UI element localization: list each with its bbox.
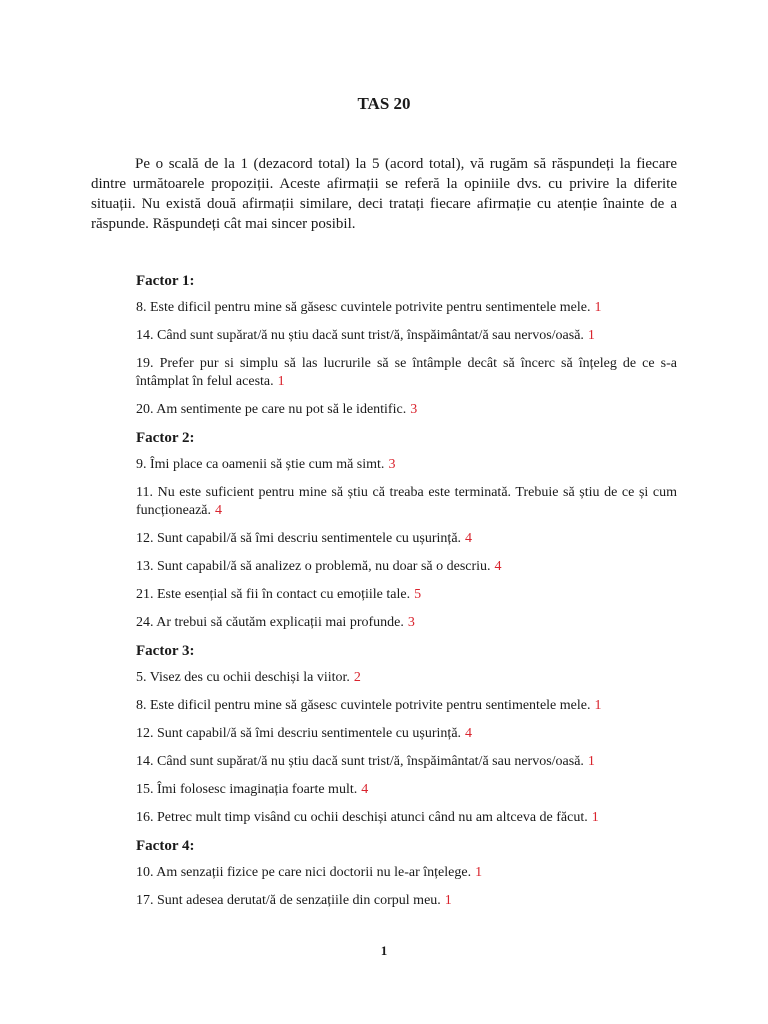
item-text: 5. Visez des cu ochii deschiși la viitor. — [136, 670, 350, 685]
item-text: 13. Sunt capabil/ă să analizez o problemă, nu doar să o descriu. — [136, 559, 491, 574]
item-text: 24. Ar trebui să căutăm explicații mai profunde. — [136, 615, 404, 630]
factors-list — [91, 272, 677, 920]
list-item — [91, 697, 677, 715]
factor-heading: Factor 2: — [136, 430, 195, 446]
factor-heading: Factor 1: — [136, 273, 195, 289]
item-score: 1 — [594, 300, 602, 315]
item-score: 4 — [494, 559, 502, 574]
instructions-paragraph: Pe o scală de la 1 (dezacord total) la 5 (acord total), vă rugăm să răspundeți la fiecare dintre următoarele propoziții. Aceste afirmații se referă la opiniile dvs. cu privire la diferite situații. Nu există două afirmații similare, deci tratați fiecare afirmație cu atenție înainte de a răspunde. Răspundeți cât mai sincer posibil. — [91, 156, 677, 232]
page-number: 1 — [380, 943, 388, 958]
item-score: 3 — [410, 402, 418, 417]
item-text: 21. Este esențial să fii în contact cu emoțiile tale. — [136, 587, 411, 602]
list-item — [91, 530, 677, 548]
item-score: 4 — [215, 503, 223, 518]
item-text: 12. Sunt capabil/ă să îmi descriu sentimentele cu ușurință. — [136, 726, 462, 741]
list-item — [91, 484, 677, 520]
item-score: 2 — [353, 670, 361, 685]
list-item — [91, 327, 677, 345]
list-item — [91, 586, 677, 604]
item-score: 3 — [388, 457, 396, 472]
item-text: 11. Nu este suficient pentru mine să știu că treaba este terminată. Trebuie să știu de ce și cum funcționează. — [136, 485, 677, 518]
list-item — [91, 558, 677, 576]
item-score: 1 — [475, 865, 483, 880]
list-item — [91, 614, 677, 632]
item-text: 10. Am senzații fizice pe care nici doctorii nu le-ar înțelege. — [136, 865, 472, 880]
item-text: 9. Îmi place ca oamenii să știe cum mă simt. — [136, 457, 385, 472]
item-score: 1 — [594, 698, 602, 713]
list-item — [91, 753, 677, 771]
list-item — [91, 809, 677, 827]
item-text: 15. Îmi folosesc imaginația foarte mult. — [136, 782, 358, 797]
list-item — [91, 892, 677, 910]
item-text: 20. Am sentimente pe care nu pot să le identific. — [136, 402, 407, 417]
item-text: 12. Sunt capabil/ă să îmi descriu sentimentele cu ușurință. — [136, 531, 462, 546]
item-text: 8. Este dificil pentru mine să găsesc cuvintele potrivite pentru sentimentele mele. — [136, 698, 591, 713]
list-item — [91, 401, 677, 419]
factor-heading: Factor 3: — [136, 643, 195, 659]
list-item — [91, 456, 677, 474]
item-score: 1 — [587, 754, 595, 769]
item-text: 17. Sunt adesea derutat/ă de senzațiile din corpul meu. — [136, 893, 441, 908]
item-text: 19. Prefer pur si simplu să las lucrurile să se întâmple decât să încerc să înțeleg de ce s-a întâmplat în felul acesta. — [136, 356, 677, 389]
item-text: 16. Petrec mult timp visând cu ochii deschiși atunci când nu am altceva de făcut. — [136, 810, 588, 825]
item-score: 5 — [414, 587, 422, 602]
item-score: 1 — [591, 810, 599, 825]
item-score: 1 — [444, 893, 452, 908]
item-score: 1 — [277, 374, 285, 389]
list-item — [91, 781, 677, 799]
item-score: 4 — [465, 531, 473, 546]
list-item — [91, 669, 677, 687]
list-item — [91, 355, 677, 391]
item-score: 4 — [465, 726, 473, 741]
list-item — [91, 725, 677, 743]
item-text: 14. Când sunt supărat/ă nu știu dacă sunt trist/ă, înspăimântat/ă sau nervos/oasă. — [136, 328, 584, 343]
item-score: 4 — [361, 782, 369, 797]
item-score: 3 — [407, 615, 415, 630]
item-text: 14. Când sunt supărat/ă nu știu dacă sunt trist/ă, înspăimântat/ă sau nervos/oasă. — [136, 754, 584, 769]
factor-heading: Factor 4: — [136, 838, 195, 854]
list-item — [91, 299, 677, 317]
item-text: 8. Este dificil pentru mine să găsesc cuvintele potrivite pentru sentimentele mele. — [136, 300, 591, 315]
list-item — [91, 864, 677, 882]
page-title: TAS 20 — [357, 94, 411, 113]
item-score: 1 — [587, 328, 595, 343]
